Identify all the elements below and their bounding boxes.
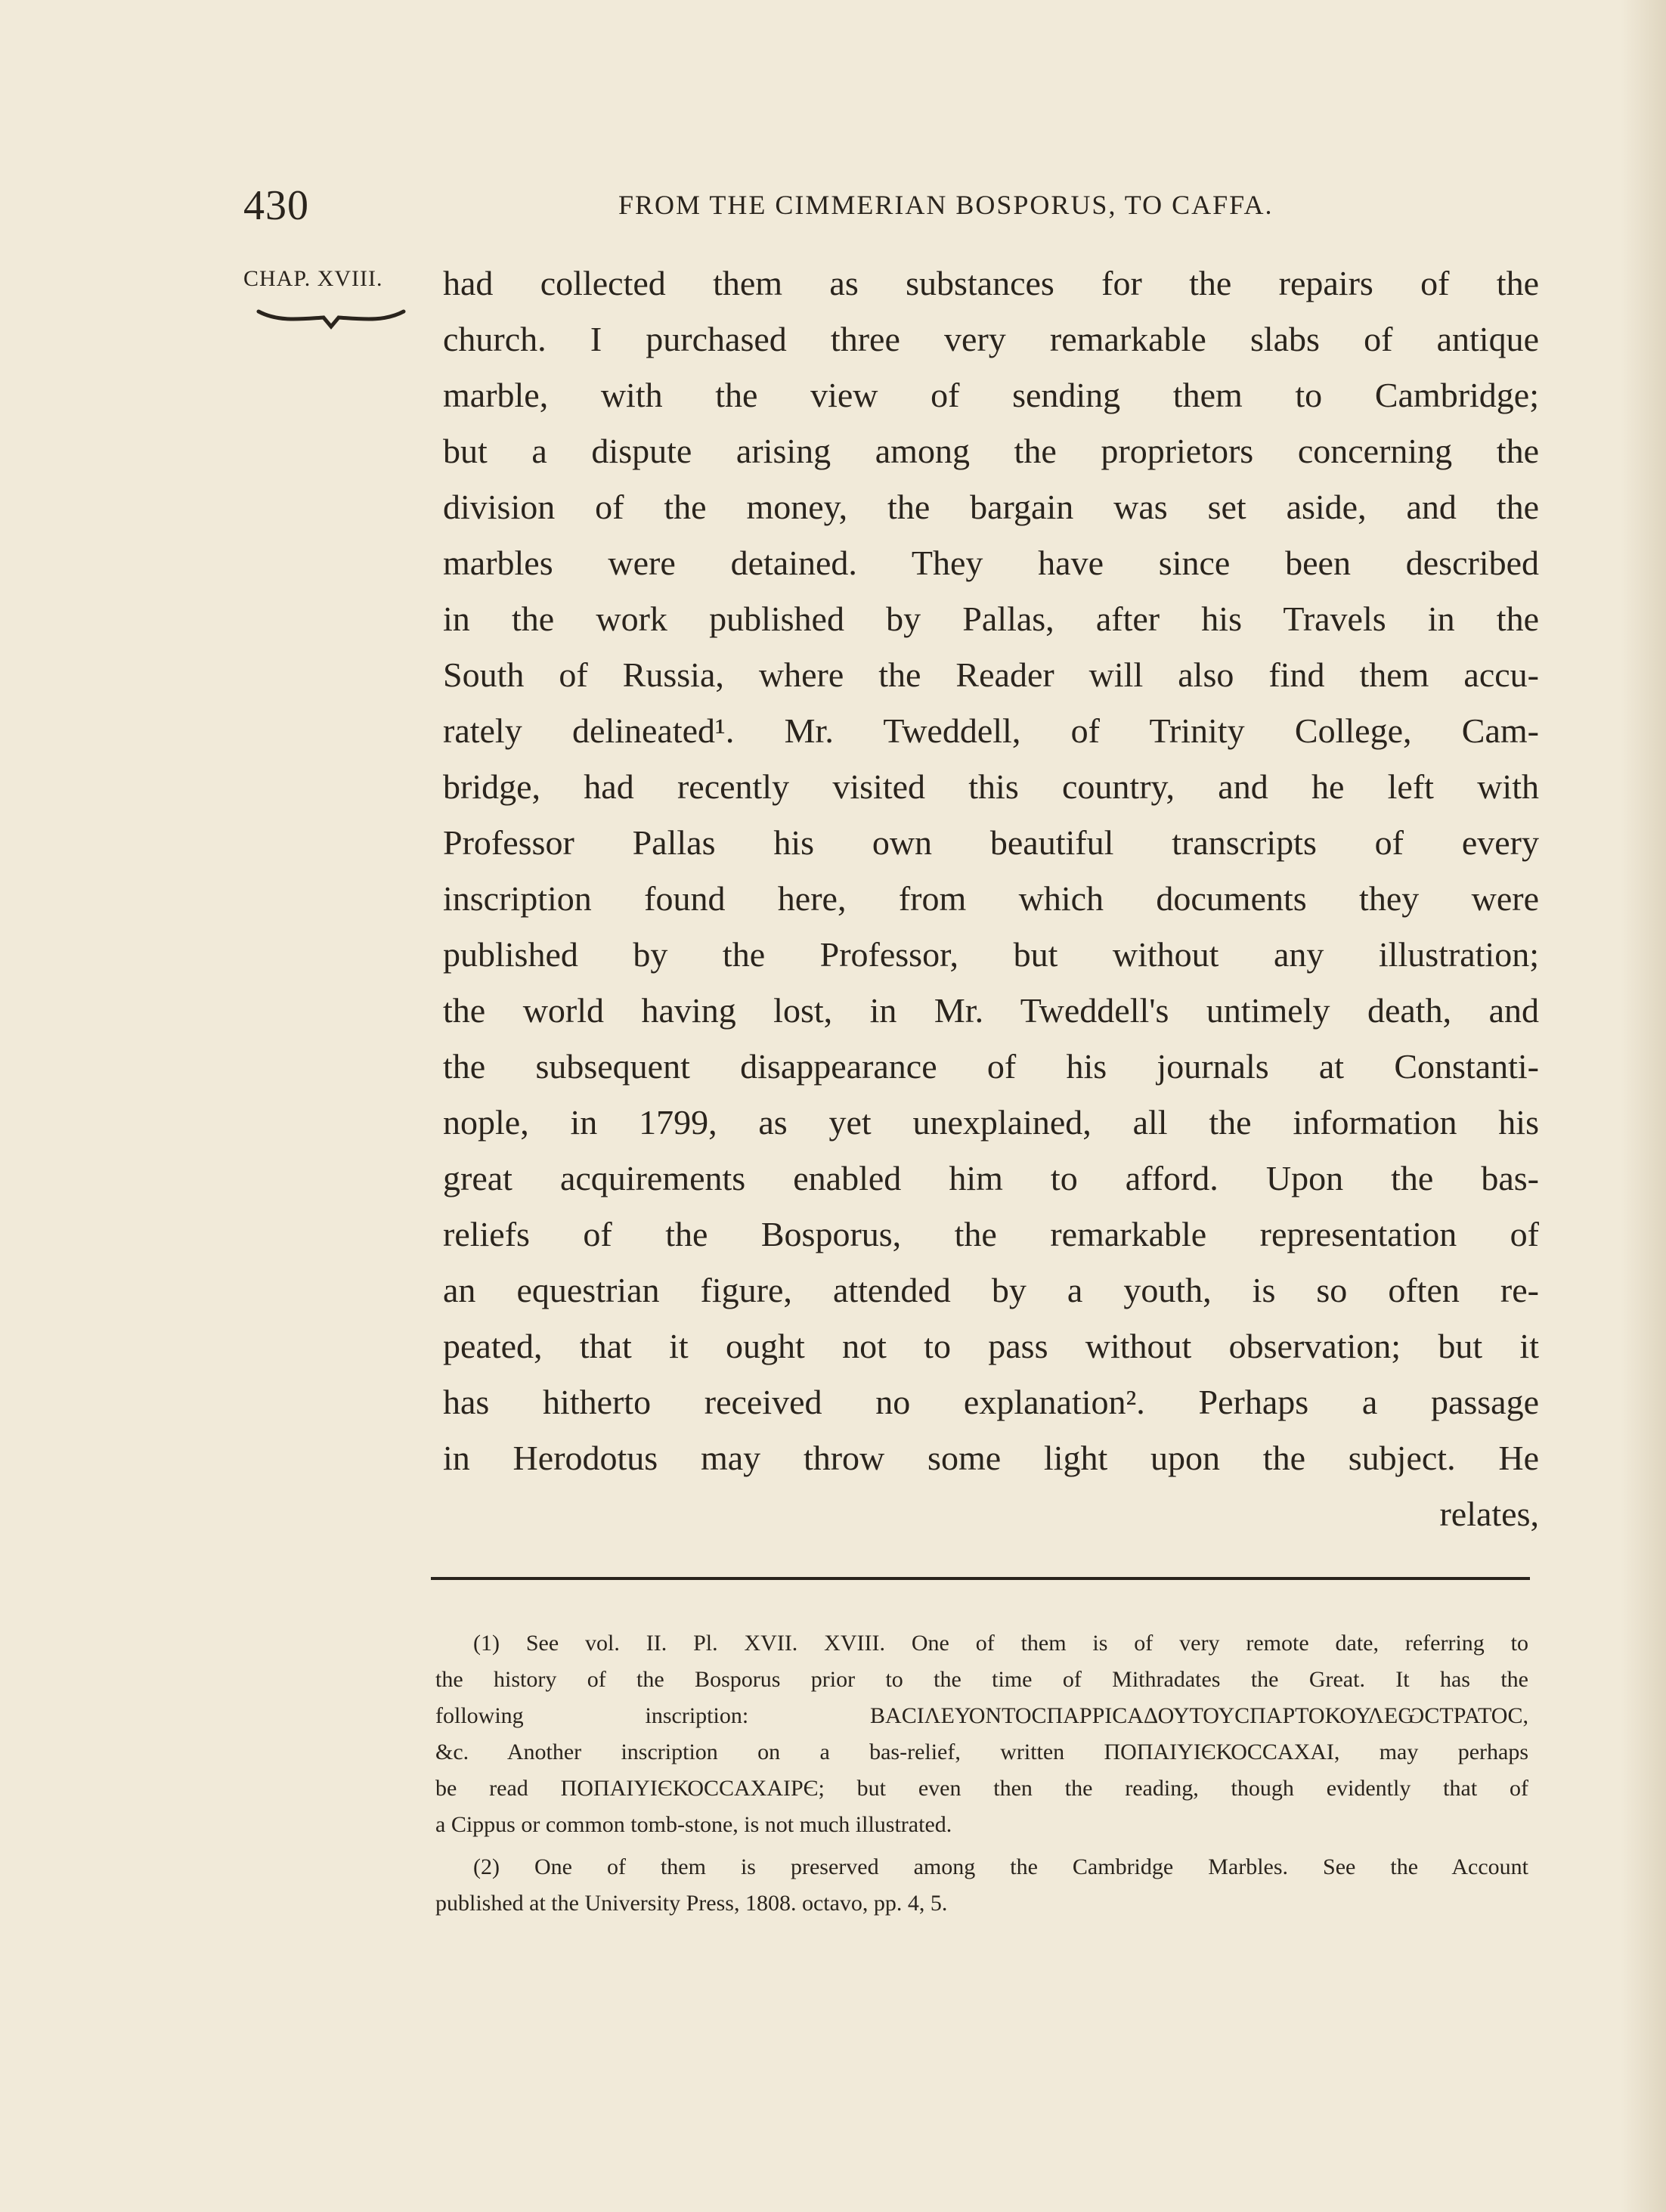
chapter-brace-ornament [255, 305, 407, 336]
page-number: 430 [243, 182, 309, 229]
chapter-label: CHAP. XVIII. [243, 266, 383, 291]
body-line: in the work published by Pallas, after his Travels in the [443, 599, 1539, 638]
footnote-1-line: (1) See vol. II. Pl. XVII. XVIII. One of them is of very remote date, referring to [473, 1631, 1528, 1656]
body-line: marbles were detained. They have since been described [443, 544, 1539, 582]
body-line: the world having lost, in Mr. Tweddell's untimely death, and [443, 991, 1539, 1030]
body-line: had collected them as substances for the repairs of the [443, 264, 1539, 302]
footnote-2-line: published at the University Press, 1808. octavo, pp. 4, 5. [435, 1891, 948, 1916]
body-line: Professor Pallas his own beautiful transcripts of every [443, 823, 1539, 862]
body-line: South of Russia, where the Reader will also find them accu- [443, 655, 1539, 694]
footnote-1-line: following inscription: ΒΑCΙΛΕΥΟΝΤΟCΠΑΡΡΙCΑΔΟΥΤΟΥCΠΑΡΤΟΚΟΥΛΕѠCΤΡΑΤΟC, [435, 1703, 1528, 1728]
body-line: great acquirements enabled him to afford. Upon the bas- [443, 1159, 1539, 1197]
body-line: an equestrian figure, attended by a youth, is so often re- [443, 1271, 1539, 1309]
running-head: FROM THE CIMMERIAN BOSPORUS, TO CAFFA. [618, 190, 1274, 220]
footnote-1-line: the history of the Bosporus prior to the time of Mithradates the Great. It has the [435, 1667, 1528, 1692]
body-line: rately delineated¹. Mr. Tweddell, of Trinity College, Cam- [443, 711, 1539, 750]
body-line: published by the Professor, but without any illustration; [443, 935, 1539, 974]
body-line: peated, that it ought not to pass without observation; but it [443, 1327, 1539, 1365]
body-line: has hitherto received no explanation². Perhaps a passage [443, 1383, 1539, 1421]
body-line: reliefs of the Bosporus, the remarkable representation of [443, 1215, 1539, 1253]
footnote-1-line: &c. Another inscription on a bas-relief, written ΠΟΠΑΙΥΙЄΚΟCCΑΧΑΙ, may perhaps [435, 1740, 1528, 1764]
body-line: bridge, had recently visited this country, and he left with [443, 767, 1539, 806]
page-edge-shadow [1621, 0, 1666, 2212]
page-header [243, 181, 1544, 234]
body-line: but a dispute arising among the proprietors concerning the [443, 432, 1539, 470]
footnote-rule [431, 1577, 1530, 1580]
body-line: in Herodotus may throw some light upon the subject. He [443, 1439, 1539, 1477]
body-line: marble, with the view of sending them to Cambridge; [443, 376, 1539, 414]
body-line: division of the money, the bargain was set aside, and the [443, 488, 1539, 526]
catchword: relates, [1439, 1495, 1539, 1533]
body-line: church. I purchased three very remarkable slabs of antique [443, 320, 1539, 358]
footnote-1-line: a Cippus or common tomb-stone, is not much illustrated. [435, 1812, 952, 1837]
body-text [443, 256, 1539, 1542]
footnotes [435, 1625, 1528, 1922]
footnote-2-line: (2) One of them is preserved among the Cambridge Marbles. See the Account [473, 1854, 1528, 1879]
body-line: the subsequent disappearance of his journals at Constanti- [443, 1047, 1539, 1086]
body-line: inscription found here, from which documents they were [443, 879, 1539, 918]
footnote-1-line: be read ΠΟΠΑΙΥΙЄΚΟCCΑΧΑΙΡЄ; but even then the reading, though evidently that of [435, 1776, 1528, 1801]
body-line: nople, in 1799, as yet unexplained, all the information his [443, 1103, 1539, 1142]
